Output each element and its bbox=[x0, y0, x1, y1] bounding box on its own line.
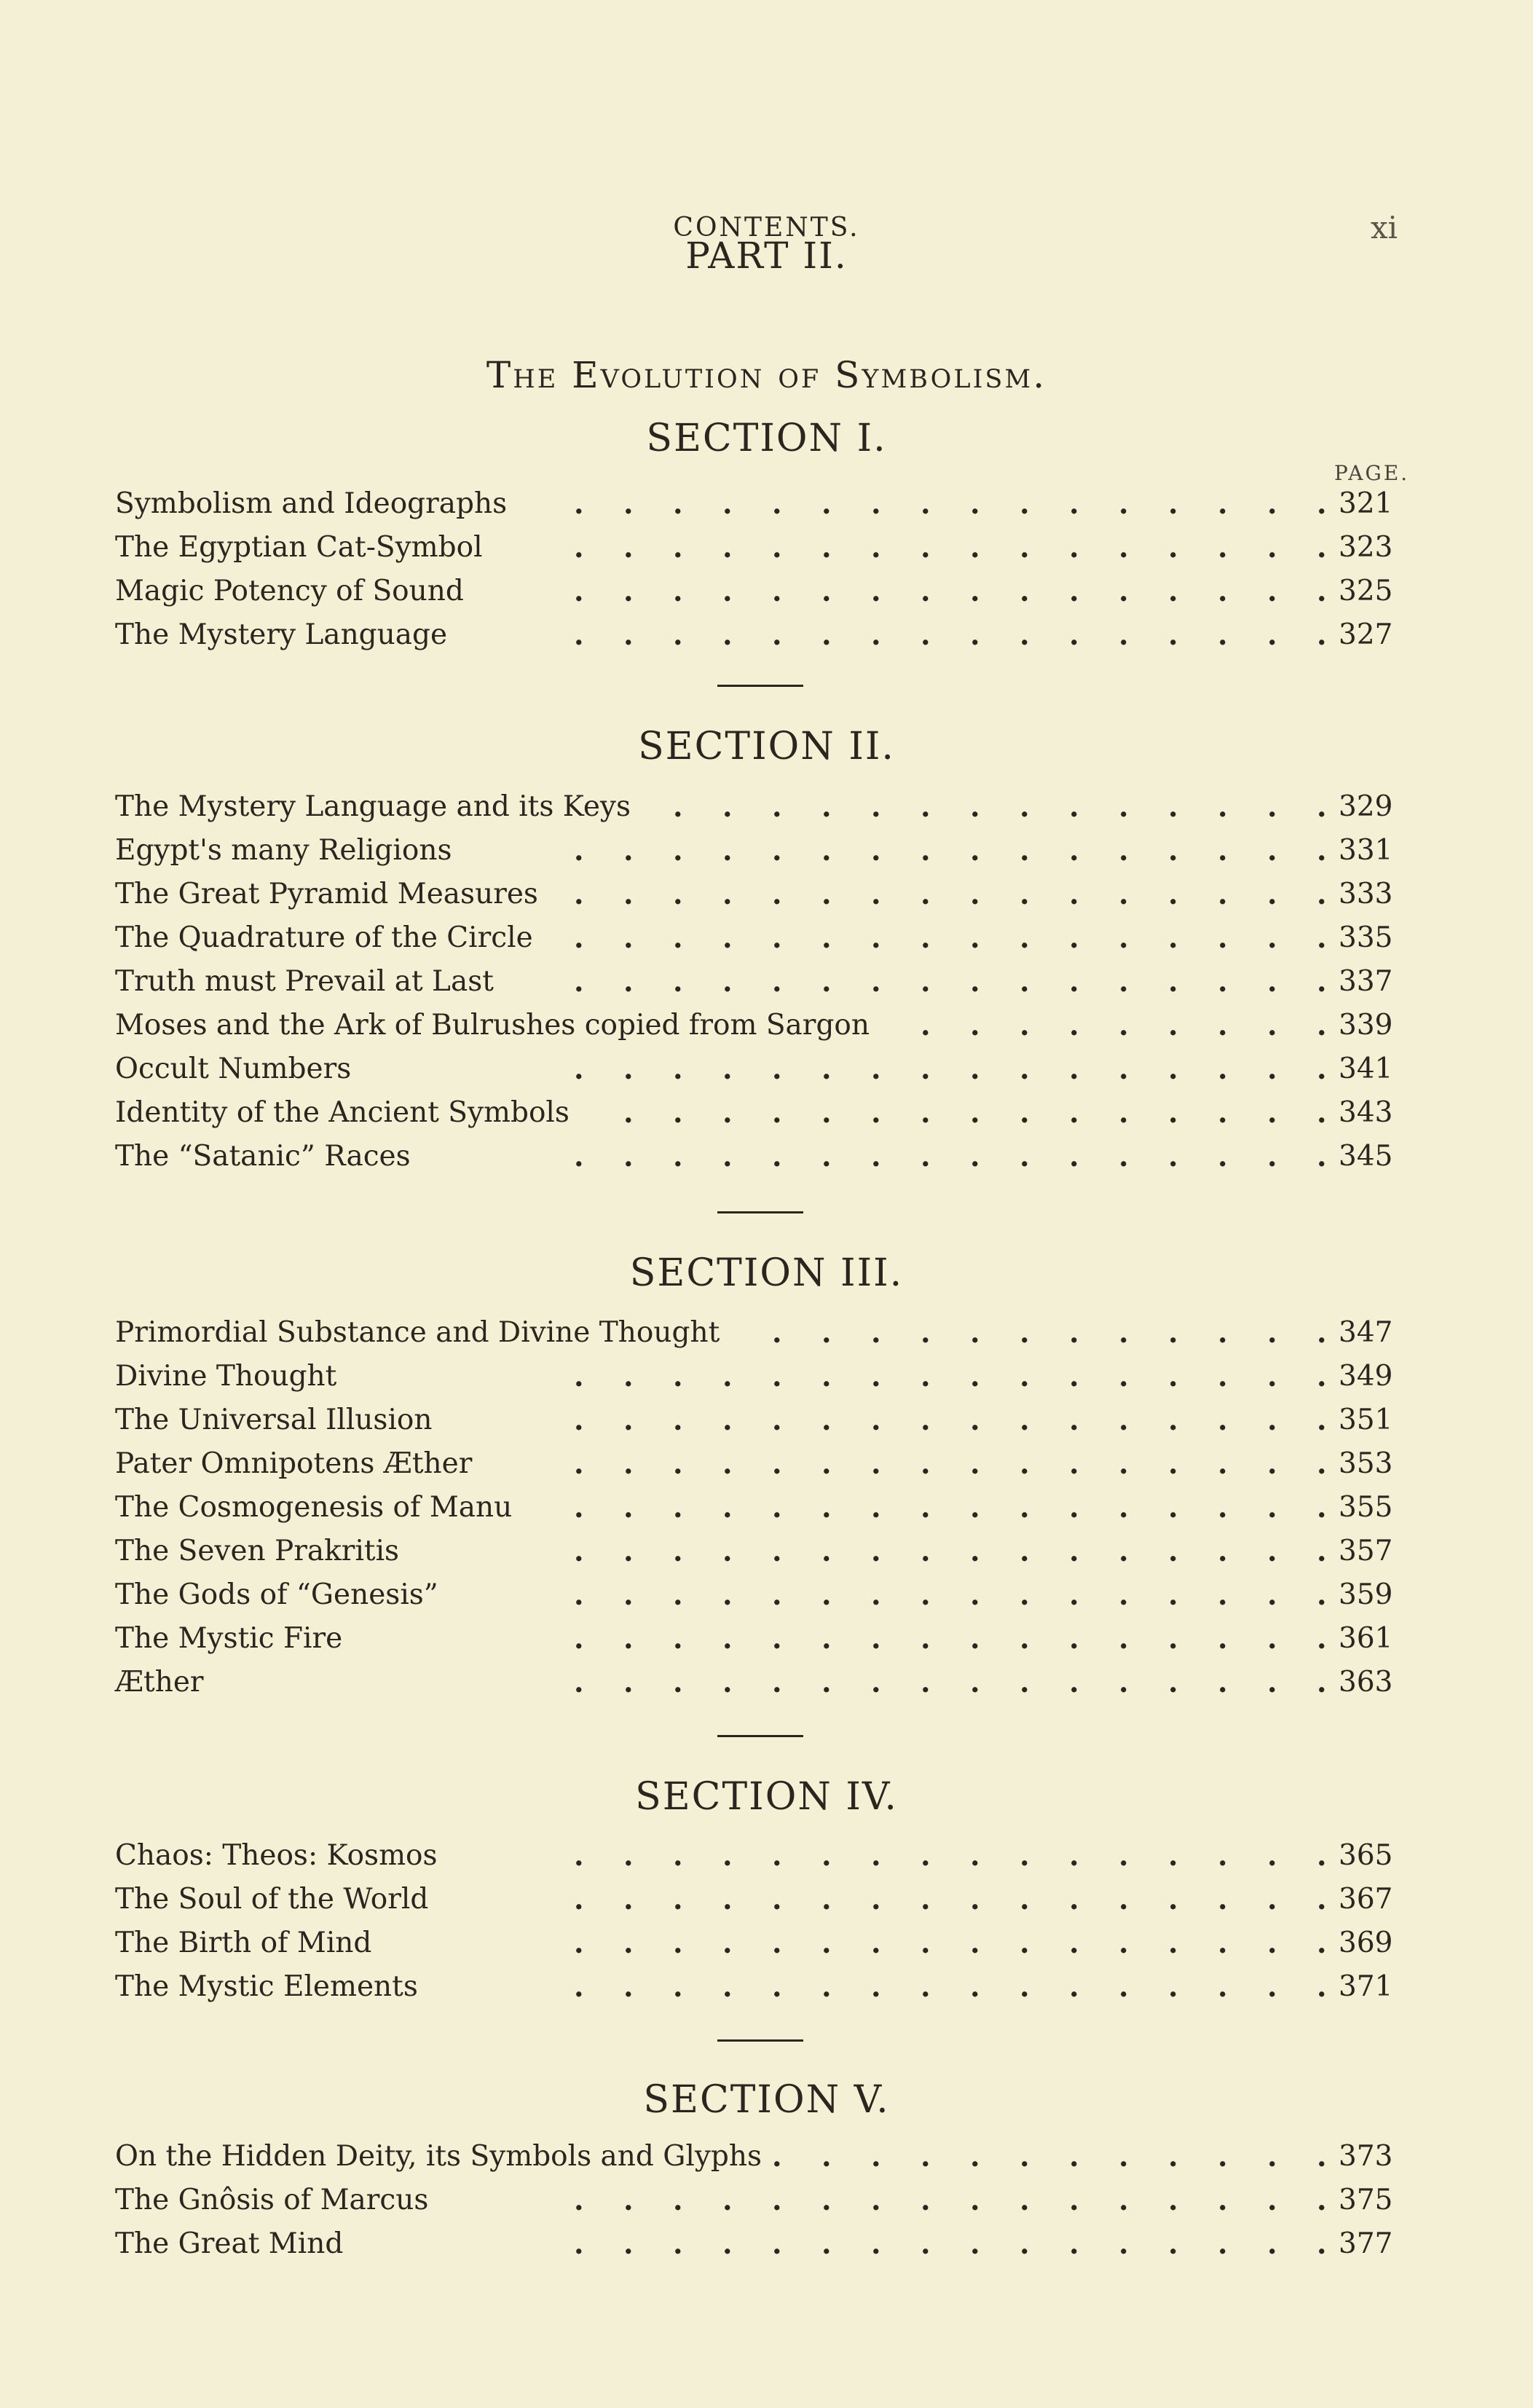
toc-entry-title: The Mystery Language and its Keys bbox=[115, 790, 631, 823]
dot-leader: . . . . . . . . . . . . . . . . bbox=[574, 1404, 1327, 1437]
toc-entry-page: 323 bbox=[1339, 531, 1393, 564]
toc-entry-title: Divine Thought bbox=[115, 1360, 337, 1393]
section-heading: SECTION II. bbox=[638, 725, 895, 768]
toc-entry bbox=[0, 1313, 1533, 1356]
toc-entry-title: Chaos: Theos: Kosmos bbox=[115, 1839, 438, 1872]
dot-leader: . . . . . . . . . . . . . . . . bbox=[574, 2184, 1327, 2217]
toc-entry-title: The Seven Prakritis bbox=[115, 1535, 400, 1567]
dot-leader: . . . . . . . . . bbox=[921, 1009, 1327, 1042]
toc-entry-page: 369 bbox=[1339, 1927, 1393, 1959]
toc-entry bbox=[0, 1662, 1533, 1706]
toc-entry-page: 331 bbox=[1339, 834, 1393, 867]
toc-entry-title: Æther bbox=[115, 1666, 204, 1699]
page-column-label: PAGE. bbox=[1334, 461, 1410, 485]
toc-entry-page: 357 bbox=[1339, 1535, 1393, 1567]
toc-entry bbox=[0, 1618, 1533, 1662]
dot-leader: . . . . . . . . . . . . bbox=[772, 2140, 1327, 2173]
dot-leader: . . . . . . . . . . . . . . . . bbox=[574, 1360, 1327, 1393]
dot-leader: . . . . . . . . . . . . . . . . bbox=[574, 921, 1327, 955]
toc-entry-title: Symbolism and Ideographs bbox=[115, 487, 508, 520]
dot-leader: . . . . . . . . . . . . . . . . bbox=[574, 2227, 1327, 2261]
toc-entry-title: On the Hidden Deity, its Symbols and Glyphs bbox=[115, 2140, 762, 2173]
dot-leader: . . . . . . . . . . . . bbox=[772, 1316, 1327, 1350]
toc-entry-page: 365 bbox=[1339, 1839, 1393, 1872]
toc-entry bbox=[0, 961, 1533, 1005]
dot-leader: . . . . . . . . . . . . . . . . bbox=[574, 487, 1327, 521]
toc-entry-page: 355 bbox=[1339, 1491, 1393, 1524]
dot-leader: . . . . . . . . . . . . . . . . bbox=[574, 1839, 1327, 1873]
toc-entry-title: Truth must Prevail at Last bbox=[115, 965, 494, 998]
toc-entry-page: 353 bbox=[1339, 1447, 1393, 1480]
toc-entry bbox=[0, 1005, 1533, 1049]
toc-entry-title: Pater Omnipotens Æther bbox=[115, 1447, 473, 1480]
toc-entry bbox=[0, 1487, 1533, 1531]
toc-entry bbox=[0, 787, 1533, 830]
dot-leader: . . . . . . . . . . . . . . . . bbox=[574, 1970, 1327, 2004]
toc-entry-page: 377 bbox=[1339, 2227, 1393, 2260]
toc-entry-page: 341 bbox=[1339, 1052, 1393, 1085]
section-heading: SECTION III. bbox=[629, 1251, 904, 1295]
toc-entry-page: 367 bbox=[1339, 1883, 1393, 1916]
toc-entry-title: The Gnôsis of Marcus bbox=[115, 2184, 429, 2216]
toc-entry bbox=[0, 1967, 1533, 2010]
toc-entry-page: 345 bbox=[1339, 1140, 1393, 1173]
toc-entry-title: The Mystery Language bbox=[115, 618, 448, 651]
toc-entry bbox=[0, 1136, 1533, 1180]
toc-entry-title: The Egyptian Cat-Symbol bbox=[115, 531, 483, 564]
toc-entry-page: 337 bbox=[1339, 965, 1393, 998]
dot-leader: . . . . . . . . . . . . . . . . bbox=[574, 1666, 1327, 1699]
toc-entry-title: The Great Mind bbox=[115, 2227, 344, 2260]
toc-entry-title: Identity of the Ancient Symbols bbox=[115, 1096, 570, 1129]
toc-entry-title: Primordial Substance and Divine Thought bbox=[115, 1316, 720, 1349]
toc-entry-title: Magic Potency of Sound bbox=[115, 575, 464, 607]
toc-entry-page: 371 bbox=[1339, 1970, 1393, 2003]
toc-entry-title: The Great Pyramid Measures bbox=[115, 878, 538, 910]
toc-entry-page: 343 bbox=[1339, 1096, 1393, 1129]
running-title: CONTENTS. bbox=[673, 213, 860, 243]
toc-entry-page: 333 bbox=[1339, 878, 1393, 910]
toc-entry-title: Egypt's many Religions bbox=[115, 834, 452, 867]
dot-leader: . . . . . . . . . . . . . . bbox=[673, 790, 1327, 824]
dot-leader: . . . . . . . . . . . . . . . . bbox=[574, 575, 1327, 608]
toc-entry-title: The Soul of the World bbox=[115, 1883, 429, 1916]
toc-entry bbox=[0, 615, 1533, 658]
toc-entry-title: The Mystic Fire bbox=[115, 1622, 343, 1655]
toc-entry-page: 375 bbox=[1339, 2184, 1393, 2216]
toc-entry bbox=[0, 830, 1533, 874]
toc-entry-page: 361 bbox=[1339, 1622, 1393, 1655]
dot-leader: . . . . . . . . . . . . . . . . bbox=[574, 1052, 1327, 1086]
toc-entry bbox=[0, 874, 1533, 918]
toc-entry-title: The Quadrature of the Circle bbox=[115, 921, 533, 954]
toc-entry-page: 321 bbox=[1339, 487, 1393, 520]
section-divider bbox=[717, 1735, 803, 1737]
toc-entry bbox=[0, 1356, 1533, 1400]
section-heading: SECTION I. bbox=[646, 417, 887, 460]
section-divider bbox=[717, 685, 803, 687]
dot-leader: . . . . . . . . . . . . . . . . bbox=[574, 1447, 1327, 1481]
toc-entry bbox=[0, 1575, 1533, 1618]
dot-leader: . . . . . . . . . . . . . . . bbox=[623, 1096, 1327, 1130]
dot-leader: . . . . . . . . . . . . . . . . bbox=[574, 531, 1327, 564]
section-divider bbox=[717, 2039, 803, 2042]
toc-entry bbox=[0, 1093, 1533, 1136]
toc-entry-page: 329 bbox=[1339, 790, 1393, 823]
toc-entry bbox=[0, 1923, 1533, 1967]
toc-entry-title: The “Satanic” Races bbox=[115, 1140, 411, 1173]
toc-entry bbox=[0, 1531, 1533, 1575]
toc-entry-page: 349 bbox=[1339, 1360, 1393, 1393]
dot-leader: . . . . . . . . . . . . . . . . bbox=[574, 618, 1327, 652]
dot-leader: . . . . . . . . . . . . . . . . bbox=[574, 878, 1327, 911]
toc-entry bbox=[0, 1835, 1533, 1879]
toc-entry-page: 327 bbox=[1339, 618, 1393, 651]
toc-entry bbox=[0, 527, 1533, 571]
dot-leader: . . . . . . . . . . . . . . . . bbox=[574, 1535, 1327, 1568]
toc-entry-title: Occult Numbers bbox=[115, 1052, 352, 1085]
toc-entry bbox=[0, 918, 1533, 961]
toc-entry bbox=[0, 484, 1533, 527]
section-heading: SECTION IV. bbox=[635, 1775, 898, 1819]
dot-leader: . . . . . . . . . . . . . . . . bbox=[574, 965, 1327, 999]
book-title: The Evolution of Symbolism. bbox=[486, 354, 1047, 396]
dot-leader: . . . . . . . . . . . . . . . . bbox=[574, 1883, 1327, 1916]
dot-leader: . . . . . . . . . . . . . . . . bbox=[574, 1927, 1327, 1960]
toc-entry-page: 373 bbox=[1339, 2140, 1393, 2173]
toc-entry bbox=[0, 1049, 1533, 1093]
toc-entry bbox=[0, 1400, 1533, 1444]
toc-entry-page: 363 bbox=[1339, 1666, 1393, 1699]
dot-leader: . . . . . . . . . . . . . . . . bbox=[574, 1578, 1327, 1612]
part-title: PART II. bbox=[685, 235, 848, 277]
toc-entry-page: 347 bbox=[1339, 1316, 1393, 1349]
toc-entry-title: The Universal Illusion bbox=[115, 1404, 433, 1436]
page-folio: xi bbox=[1371, 210, 1398, 245]
toc-entry bbox=[0, 571, 1533, 615]
toc-entry-title: The Gods of “Genesis” bbox=[115, 1578, 438, 1611]
dot-leader: . . . . . . . . . . . . . . . . bbox=[574, 834, 1327, 867]
toc-entry bbox=[0, 2136, 1533, 2180]
toc-entry-page: 351 bbox=[1339, 1404, 1393, 1436]
toc-entry bbox=[0, 2180, 1533, 2224]
toc-entry-page: 339 bbox=[1339, 1009, 1393, 1042]
dot-leader: . . . . . . . . . . . . . . . . bbox=[574, 1491, 1327, 1524]
toc-entry-page: 335 bbox=[1339, 921, 1393, 954]
toc-entry-page: 325 bbox=[1339, 575, 1393, 607]
toc-entry bbox=[0, 2224, 1533, 2267]
toc-entry-title: The Birth of Mind bbox=[115, 1927, 372, 1959]
section-heading: SECTION V. bbox=[643, 2078, 890, 2122]
toc-entry-title: The Mystic Elements bbox=[115, 1970, 418, 2003]
section-divider bbox=[717, 1211, 803, 1213]
toc-entry-title: The Cosmogenesis of Manu bbox=[115, 1491, 513, 1524]
dot-leader: . . . . . . . . . . . . . . . . bbox=[574, 1140, 1327, 1173]
toc-entry-page: 359 bbox=[1339, 1578, 1393, 1611]
toc-entry bbox=[0, 1444, 1533, 1487]
dot-leader: . . . . . . . . . . . . . . . . bbox=[574, 1622, 1327, 1656]
toc-entry bbox=[0, 1879, 1533, 1923]
toc-entry-title: Moses and the Ark of Bulrushes copied from Sargon bbox=[115, 1009, 870, 1042]
